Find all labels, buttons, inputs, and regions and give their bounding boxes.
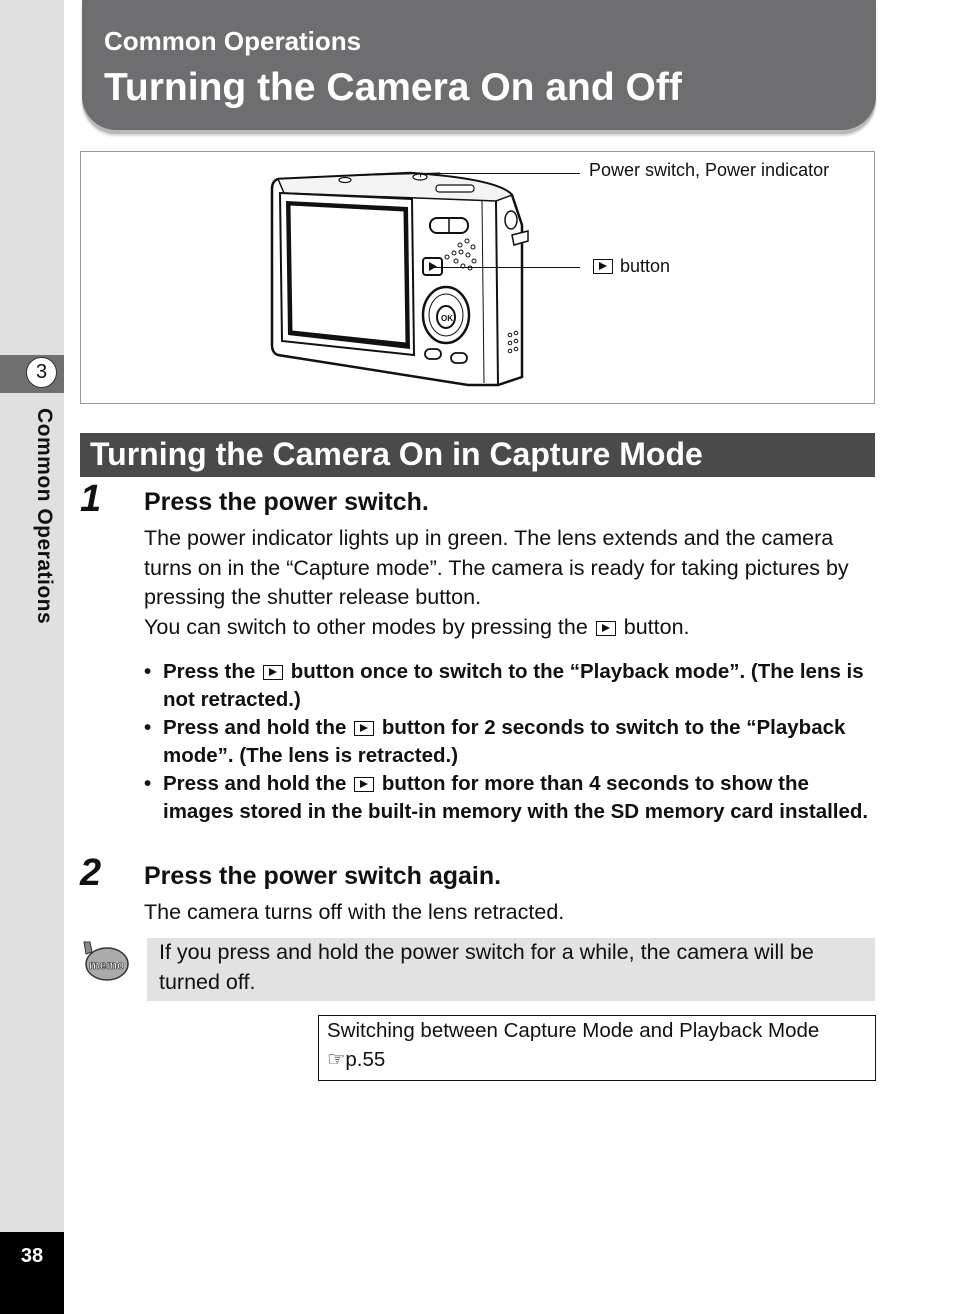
list-item xyxy=(144,658,879,714)
bullet-dot: • xyxy=(144,716,152,739)
memo-note: If you press and hold the power switch for a while, the camera will be turned off. xyxy=(147,938,875,1001)
reference-page: p.55 xyxy=(345,1047,386,1071)
playback-icon xyxy=(354,721,374,736)
ok-label: OK xyxy=(441,314,453,323)
step-1-number: 1 xyxy=(80,478,102,520)
bullet-text-after: button for more than 4 seconds to show the images stored in the built-in memory with the SD memory card installed. xyxy=(163,772,869,823)
section-title: Turning the Camera On in Capture Mode xyxy=(80,433,875,477)
play-button-leader-line xyxy=(432,267,580,268)
bullet-dot: • xyxy=(144,660,152,683)
step-2-number: 2 xyxy=(80,852,102,894)
step-2-paragraph: The camera turns off with the lens retracted. xyxy=(144,900,565,924)
power-switch-leader-line xyxy=(420,173,580,174)
bullet-text-before: Press and hold the xyxy=(163,772,347,795)
cross-reference-title: Switching between Capture Mode and Playback Mode xyxy=(327,1019,820,1042)
step-2-heading: Press the power switch again. xyxy=(144,862,502,890)
step-1-mode-text-after: button. xyxy=(623,615,690,639)
camera-illustration xyxy=(260,165,540,390)
playback-icon xyxy=(596,621,616,636)
playback-icon xyxy=(263,665,283,680)
page-number: 38 xyxy=(0,1232,64,1314)
memo-icon xyxy=(80,940,130,984)
callout-power-switch: Power switch, Power indicator xyxy=(589,160,830,180)
bullet-text-before: Press and hold the xyxy=(163,716,347,739)
step-1-mode-switch-text xyxy=(144,613,884,643)
step-1-bullet-list xyxy=(144,658,879,826)
list-item xyxy=(144,770,879,826)
reference-pointer-icon: ☞ xyxy=(327,1047,346,1071)
step-1-paragraph: The power indicator lights up in green. The lens extends and the camera turns on in the “Capture mode”. The camera is ready for taking pictures by pressing the shutter release button. xyxy=(144,526,849,609)
cross-reference-box xyxy=(318,1015,876,1081)
page-title: Turning the Camera On and Off xyxy=(104,66,682,109)
power-switch-leader-drop xyxy=(420,173,421,177)
callout-play-label: button xyxy=(620,256,671,276)
chapter-label: Common Operations xyxy=(33,408,56,625)
step-1-heading: Press the power switch. xyxy=(144,488,429,516)
cross-reference-link[interactable] xyxy=(327,1046,867,1075)
header-subtitle: Common Operations xyxy=(104,26,362,56)
list-item xyxy=(144,714,879,770)
memo-icon-label: memo xyxy=(89,958,125,972)
chapter-sidebar xyxy=(0,0,64,1314)
playback-icon xyxy=(593,259,613,274)
bullet-text-after: button once to switch to the “Playback mode”. (The lens is not retracted.) xyxy=(163,660,864,711)
chapter-number: 3 xyxy=(26,357,57,388)
playback-icon xyxy=(354,777,374,792)
header-banner xyxy=(82,0,876,130)
bullet-text-after: button for 2 seconds to switch to the “Playback mode”. (The lens is retracted.) xyxy=(163,716,846,767)
bullet-dot: • xyxy=(144,772,152,795)
callout-play-button xyxy=(591,256,670,277)
bullet-text-before: Press the xyxy=(163,660,256,683)
step-1-mode-text-before: You can switch to other modes by pressing the xyxy=(144,615,588,639)
